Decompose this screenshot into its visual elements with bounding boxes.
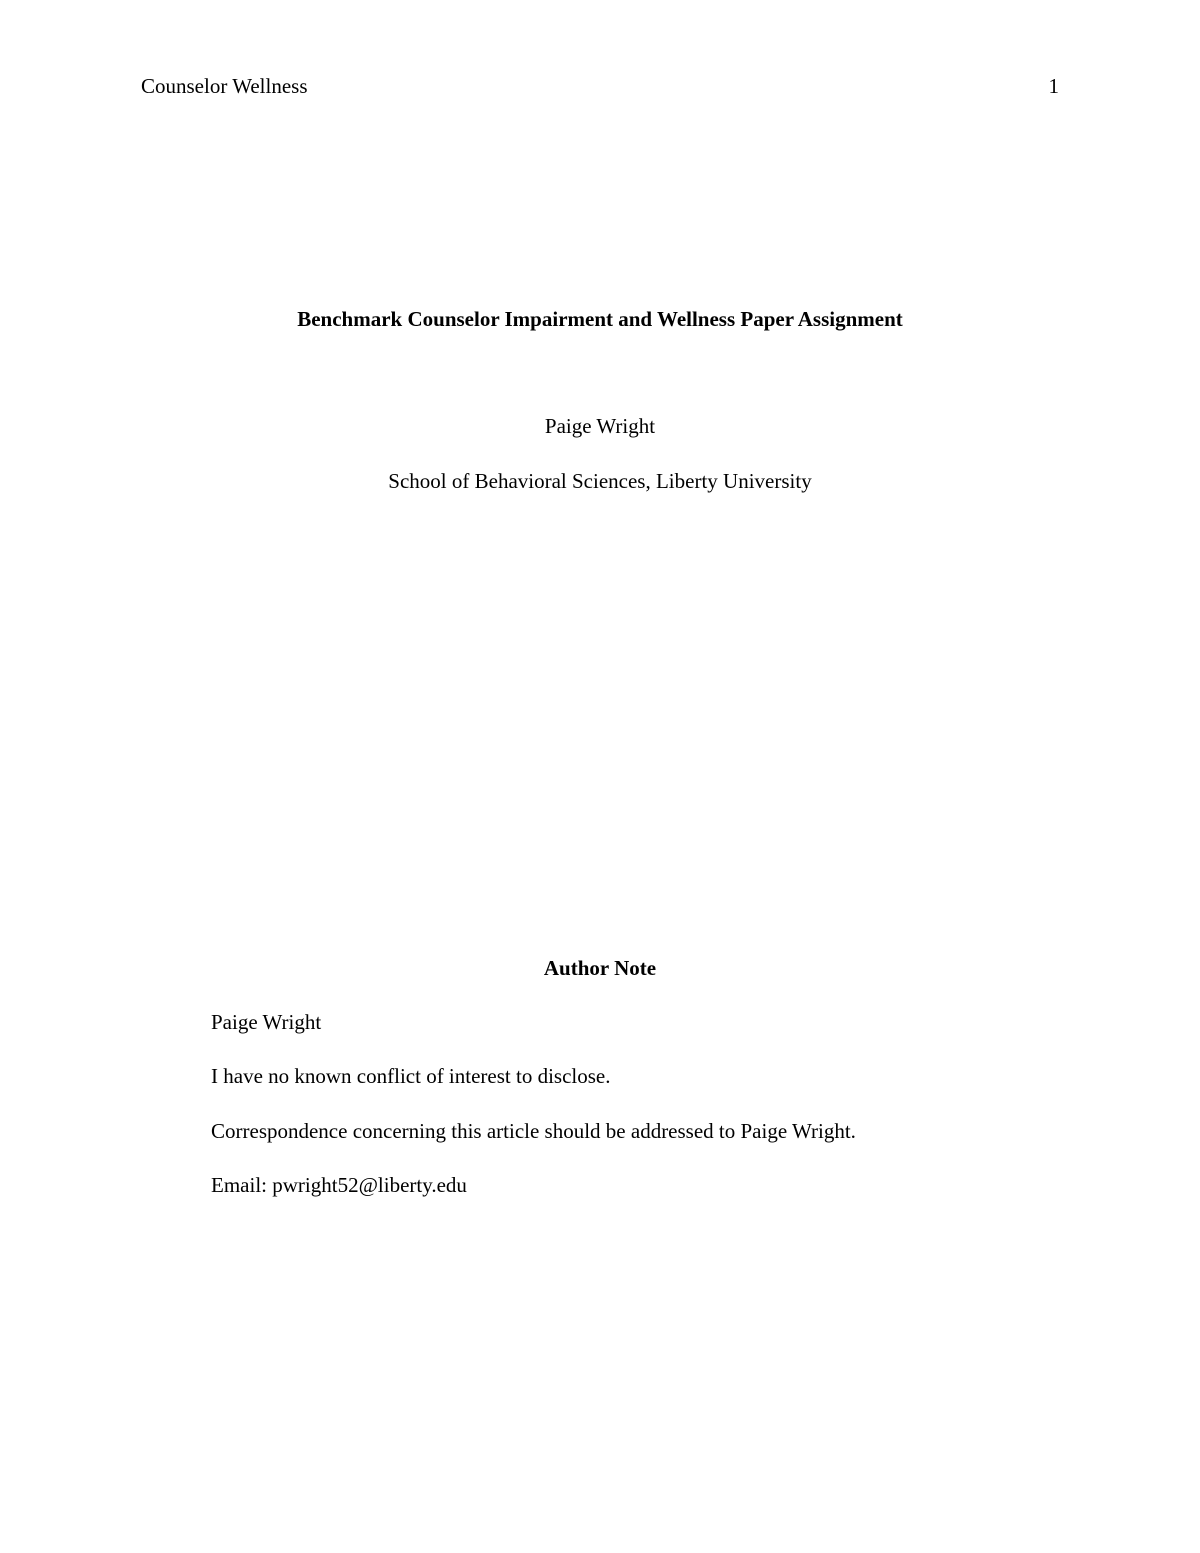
author-note-name: Paige Wright: [211, 1010, 322, 1034]
author-note-email: Email: pwright52@liberty.edu: [211, 1173, 467, 1197]
page-number: 1: [1048, 74, 1059, 98]
institutional-affiliation: School of Behavioral Sciences, Liberty University: [388, 469, 812, 493]
paper-title: Benchmark Counselor Impairment and Wellness Paper Assignment: [297, 307, 903, 331]
author-note-conflict-disclosure: I have no known conflict of interest to disclose.: [211, 1064, 611, 1088]
author-note-heading: Author Note: [543, 956, 657, 980]
author-note-correspondence: Correspondence concerning this article should be addressed to Paige Wright.: [211, 1119, 856, 1143]
running-head: Counselor Wellness: [141, 74, 308, 98]
author-name: Paige Wright: [544, 414, 656, 438]
